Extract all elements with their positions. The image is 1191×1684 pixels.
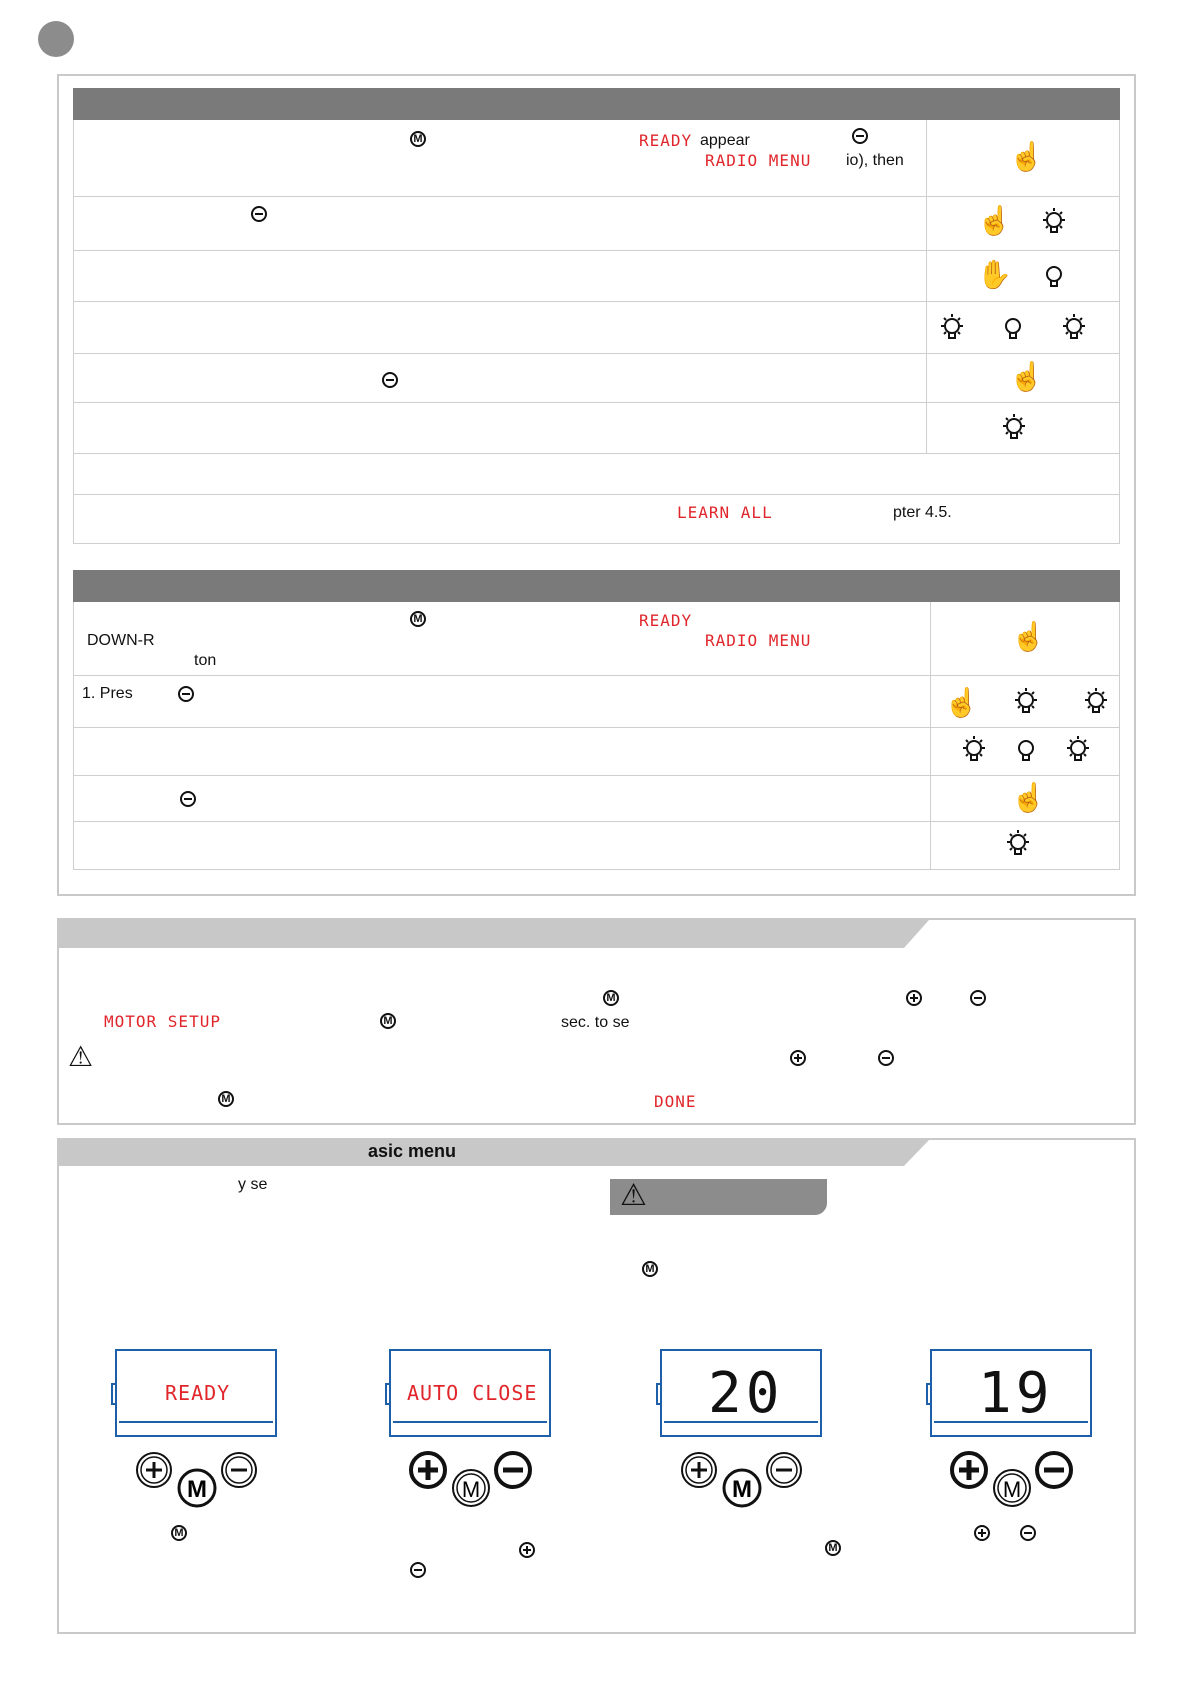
display-done-text: DONE [654, 1092, 697, 1111]
minus-button-icon [382, 372, 398, 388]
button-group-1 [135, 1450, 261, 1510]
hand-press-icon: ☝ [1011, 782, 1046, 813]
bulb-flashing-icon [1003, 828, 1033, 862]
minus-button-icon [1020, 1525, 1036, 1541]
warning-icon: ⚠ [620, 1179, 647, 1212]
table1-row-7 [73, 454, 1120, 495]
sec-text: sec. to se [561, 1014, 630, 1031]
bulb-off-icon [998, 312, 1028, 346]
m-button-icon: M [171, 1525, 187, 1541]
appear-text: appear [700, 132, 750, 149]
table1-row-3 [73, 251, 1120, 302]
m-button-icon: M [380, 1013, 396, 1029]
hand-press-icon: ☝ [1009, 361, 1044, 392]
button-group-3 [680, 1450, 806, 1510]
table1-row-6 [73, 403, 1120, 454]
then-text: io), then [846, 152, 904, 169]
svg-text:M: M [732, 1476, 752, 1503]
lcd-display-value-20 [660, 1349, 822, 1437]
table2-header [73, 570, 1120, 602]
table1-row-5 [73, 354, 1120, 403]
down-text: DOWN-R [87, 632, 155, 649]
button-group-2 [409, 1450, 535, 1510]
bulb-flashing-icon [999, 412, 1029, 446]
lcd-text: READY [165, 1381, 231, 1405]
bulb-off-icon [1011, 734, 1041, 768]
m-button-icon: M [603, 990, 619, 1006]
press-text: 1. Pres [82, 685, 133, 702]
minus-button-icon [178, 686, 194, 702]
hand-press-icon: ☝ [1009, 141, 1044, 172]
lcd-display-value-19 [930, 1349, 1092, 1437]
minus-button-icon [410, 1562, 426, 1578]
bulb-flashing-icon [1081, 686, 1111, 720]
warning-icon: ⚠ [68, 1041, 94, 1072]
display-radio-menu-text: RADIO MENU [705, 631, 812, 650]
table2-row-1 [73, 602, 1120, 676]
plus-button-icon [519, 1542, 535, 1558]
hand-press-icon: ☝ [1011, 621, 1046, 652]
section-title: asic menu [368, 1141, 457, 1161]
bulb-flashing-icon [1039, 206, 1069, 240]
y-se-text: y se [238, 1176, 268, 1193]
m-button-icon: M [218, 1091, 234, 1107]
ton-text: ton [194, 652, 217, 669]
lcd-text: 19 [978, 1361, 1054, 1426]
remote-hand-icon: ✋ [977, 259, 1012, 290]
section4-header-bar [59, 1140, 929, 1166]
plus-button-icon [790, 1050, 806, 1066]
m-button-icon: M [825, 1540, 841, 1556]
bulb-flashing-icon [959, 734, 989, 768]
display-radio-menu-text: RADIO MENU [705, 151, 812, 170]
minus-button-icon [180, 791, 196, 807]
button-group-4 [950, 1450, 1076, 1510]
chapter-ref-text: pter 4.5. [893, 504, 952, 521]
display-ready-text: READY [639, 611, 693, 630]
table1-row-1 [73, 120, 1120, 197]
bulb-flashing-icon [1059, 312, 1089, 346]
lcd-display-ready [115, 1349, 277, 1437]
hand-press-icon: ☝ [977, 205, 1012, 236]
hand-press-icon: ☝ [944, 687, 979, 718]
display-learn-all-text: LEARN ALL [677, 503, 773, 522]
section3-header-bar [59, 920, 929, 948]
table1-row-2 [73, 197, 1120, 251]
display-ready-text: READY [639, 131, 693, 150]
page-number-badge [38, 21, 74, 57]
bulb-off-icon [1039, 260, 1069, 294]
lcd-text: 20 [708, 1361, 784, 1426]
table1-header [73, 88, 1120, 120]
lcd-display-auto-close [389, 1349, 551, 1437]
m-button-icon: M [642, 1261, 658, 1277]
minus-button-icon [251, 206, 267, 222]
table2-row-4 [73, 776, 1120, 822]
bulb-flashing-icon [1011, 686, 1041, 720]
minus-button-icon [970, 990, 986, 1006]
minus-button-icon [852, 128, 868, 144]
lcd-text: AUTO CLOSE [407, 1381, 538, 1405]
minus-button-icon [878, 1050, 894, 1066]
m-button-icon: M [410, 131, 426, 147]
plus-button-icon [974, 1525, 990, 1541]
bulb-flashing-icon [1063, 734, 1093, 768]
plus-button-icon [906, 990, 922, 1006]
svg-text:M: M [187, 1476, 207, 1503]
display-motor-setup-text: MOTOR SETUP [104, 1012, 221, 1031]
svg-text:M: M [461, 1477, 481, 1502]
bulb-flashing-icon [937, 312, 967, 346]
m-button-icon: M [410, 611, 426, 627]
svg-text:M: M [1002, 1477, 1022, 1502]
